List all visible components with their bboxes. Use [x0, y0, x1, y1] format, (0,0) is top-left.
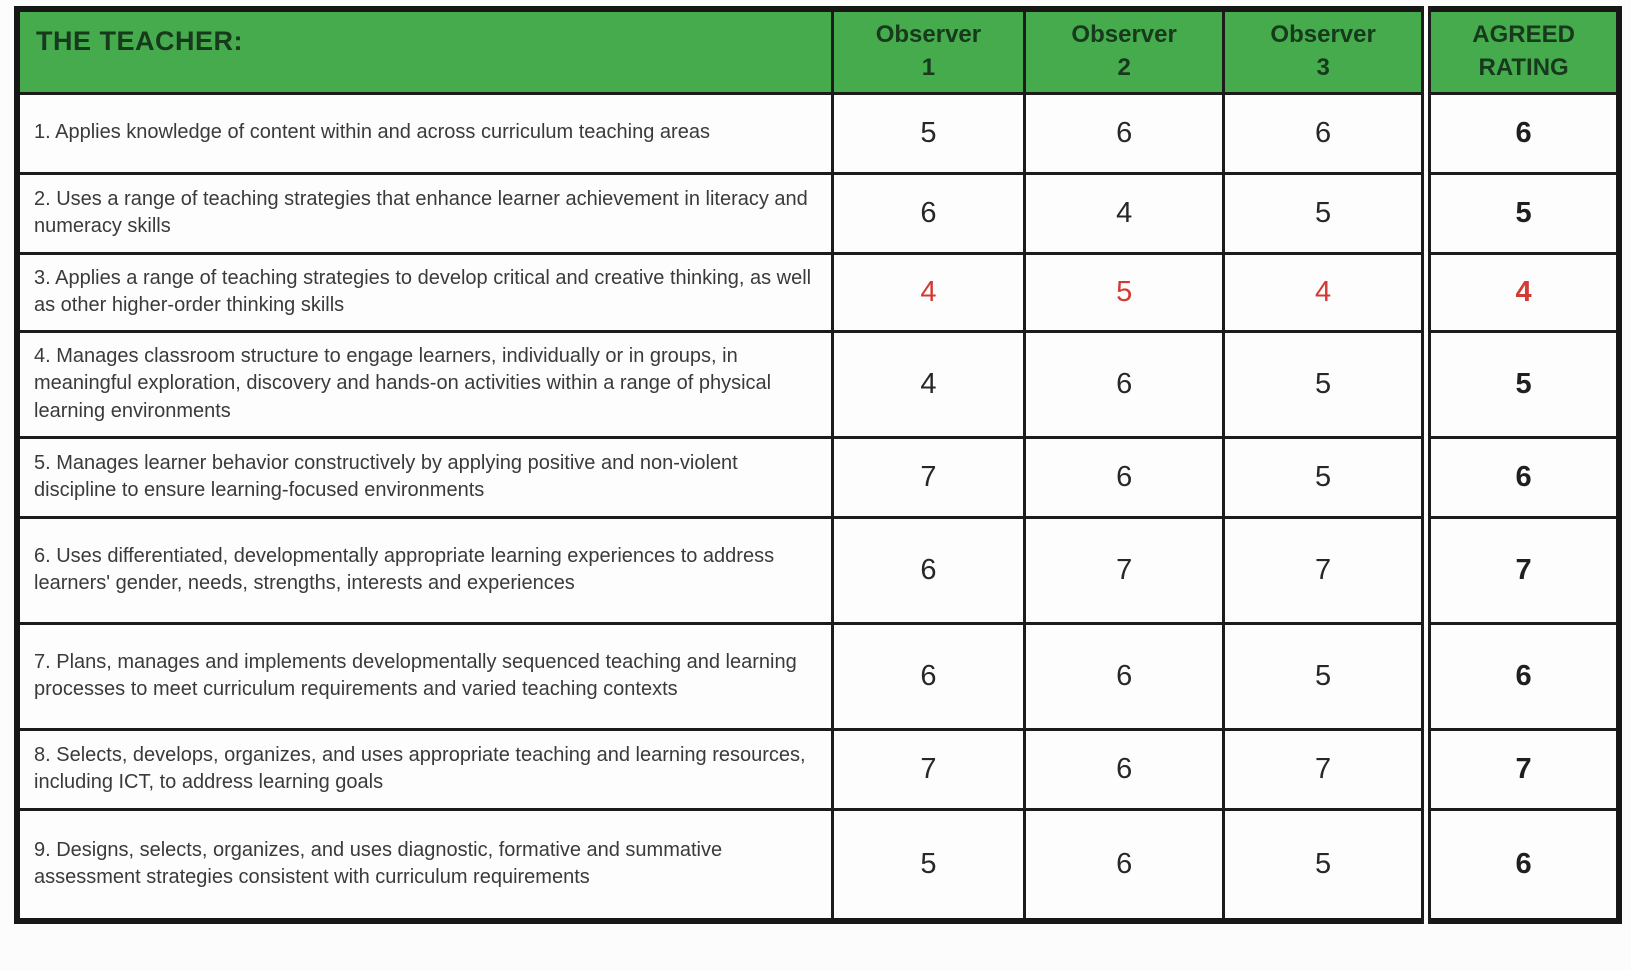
header-teacher-label: THE TEACHER:	[17, 9, 832, 93]
agreed-rating-cell: 7	[1426, 729, 1619, 809]
rating-cell: 7	[832, 437, 1025, 517]
criterion-cell: 7. Plans, manages and implements developmentally sequenced teaching and learning processes to meet curriculum requirements and varied teaching contexts	[17, 623, 832, 729]
header-observer-2-number: 2	[1117, 53, 1131, 81]
rating-cell: 6	[1025, 331, 1224, 437]
header-observer-3-number: 3	[1316, 53, 1330, 81]
agreed-rating-cell: 5	[1426, 173, 1619, 253]
header-observer-1-word: Observer	[875, 21, 982, 49]
rating-cell: 5	[1224, 809, 1427, 921]
agreed-rating-cell: 5	[1426, 331, 1619, 437]
table-row	[17, 173, 1619, 253]
criterion-cell: 5. Manages learner behavior constructively by applying positive and non-violent discipline to ensure learning-focused environments	[17, 437, 832, 517]
rating-cell: 5	[832, 93, 1025, 173]
table-row	[17, 809, 1619, 921]
rating-cell: 4	[1025, 173, 1224, 253]
rating-cell: 7	[1224, 729, 1427, 809]
header-row	[17, 9, 1619, 93]
table-row	[17, 331, 1619, 437]
rating-cell: 5	[1224, 173, 1427, 253]
agreed-rating-cell: 4	[1426, 253, 1619, 331]
criterion-cell: 2. Uses a range of teaching strategies that enhance learner achievement in literacy and numeracy skills	[17, 173, 832, 253]
rating-cell: 6	[1025, 437, 1224, 517]
rating-cell: 4	[1224, 253, 1427, 331]
header-rating-word: RATING	[1478, 53, 1569, 81]
rating-cell: 7	[832, 729, 1025, 809]
table-row	[17, 93, 1619, 173]
agreed-rating-cell: 7	[1426, 517, 1619, 623]
criterion-cell: 3. Applies a range of teaching strategies to develop critical and creative thinking, as well as other higher-order thinking skills	[17, 253, 832, 331]
rating-cell: 6	[832, 517, 1025, 623]
header-observer-1-number: 1	[921, 53, 936, 81]
criterion-cell: 9. Designs, selects, organizes, and uses diagnostic, formative and summative assessment strategies consistent with curriculum requirements	[17, 809, 832, 921]
rating-cell: 6	[1025, 623, 1224, 729]
header-observer-3	[1224, 9, 1427, 93]
table-row	[17, 729, 1619, 809]
header-observer-2-word: Observer	[1071, 21, 1177, 49]
rating-cell: 6	[1025, 809, 1224, 921]
header-agreed-word: AGREED	[1472, 21, 1575, 49]
rating-cell: 4	[832, 253, 1025, 331]
criterion-cell: 6. Uses differentiated, developmentally appropriate learning experiences to address learners' gender, needs, strengths, interests and experiences	[17, 517, 832, 623]
rating-cell: 7	[1025, 517, 1224, 623]
rating-cell: 5	[1025, 253, 1224, 331]
header-observer-1	[832, 9, 1025, 93]
rating-cell: 4	[832, 331, 1025, 437]
table-row-highlighted	[17, 253, 1619, 331]
teacher-rating-table	[14, 6, 1622, 924]
criterion-cell: 4. Manages classroom structure to engage learners, individually or in groups, in meaningful exploration, discovery and hands-on activities within a range of physical learning environments	[17, 331, 832, 437]
agreed-rating-cell: 6	[1426, 93, 1619, 173]
table-row	[17, 623, 1619, 729]
rating-cell: 6	[1025, 93, 1224, 173]
rating-cell: 6	[832, 623, 1025, 729]
table-row	[17, 437, 1619, 517]
header-agreed-rating	[1426, 9, 1619, 93]
table-row	[17, 517, 1619, 623]
agreed-rating-cell: 6	[1426, 623, 1619, 729]
header-observer-3-word: Observer	[1270, 21, 1376, 49]
rating-cell: 5	[1224, 437, 1427, 517]
rating-cell: 6	[832, 173, 1025, 253]
criterion-cell: 1. Applies knowledge of content within and across curriculum teaching areas	[17, 93, 832, 173]
rating-cell: 7	[1224, 517, 1427, 623]
rating-cell: 5	[1224, 331, 1427, 437]
rating-cell: 6	[1025, 729, 1224, 809]
header-observer-2	[1025, 9, 1224, 93]
agreed-rating-cell: 6	[1426, 809, 1619, 921]
rating-cell: 6	[1224, 93, 1427, 173]
rating-cell: 5	[832, 809, 1025, 921]
agreed-rating-cell: 6	[1426, 437, 1619, 517]
rating-cell: 5	[1224, 623, 1427, 729]
criterion-cell: 8. Selects, develops, organizes, and uses appropriate teaching and learning resources, including ICT, to address learning goals	[17, 729, 832, 809]
